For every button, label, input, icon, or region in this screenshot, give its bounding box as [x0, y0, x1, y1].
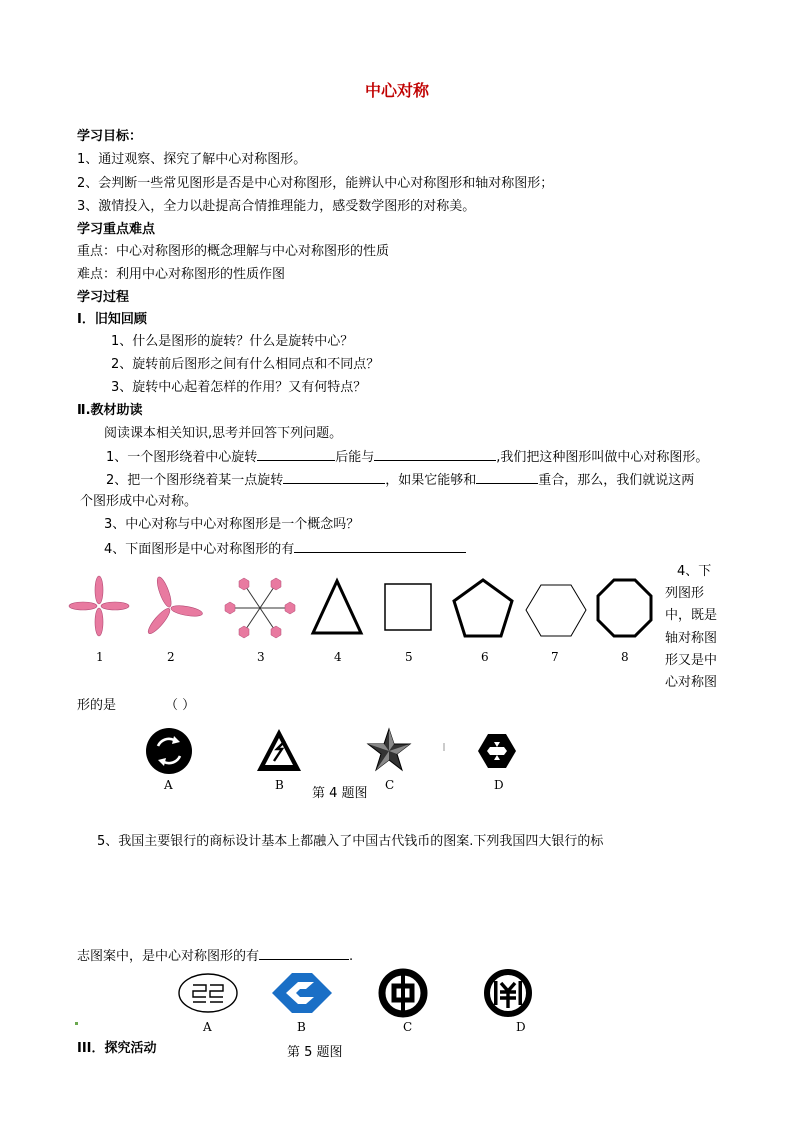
- objective-item: 1、通过观察、探究了解中心对称图形。: [77, 152, 307, 167]
- option-label: D: [494, 778, 504, 792]
- four-petal-figure: [69, 576, 129, 636]
- star-icon: [368, 729, 410, 770]
- option-label: C: [403, 1020, 413, 1034]
- question-5-text-2: 志图案中，是中心对称图形的有: [77, 949, 260, 964]
- figure-row: [0, 570, 660, 650]
- question-4: [104, 539, 466, 559]
- objective-item: 3、激情投入，全力以赴提高合情推理能力，感受数学图形的对称美。: [77, 199, 476, 214]
- question-1-part-a: 1、一个图形绕着中心旋转: [106, 450, 258, 465]
- process-heading: 学习过程: [77, 290, 130, 305]
- q4b-options: [0, 725, 560, 780]
- q4b-line-end: 形的是: [77, 698, 117, 713]
- option-label: A: [203, 1020, 212, 1034]
- figure-caption: 第 4 题图: [312, 786, 368, 801]
- review-item: 1、什么是图形的旋转？什么是旋转中心？: [111, 334, 354, 349]
- figure-caption: 第 5 题图: [287, 1045, 343, 1060]
- q4b-side-line: 心对称图: [665, 675, 718, 690]
- option-label: B: [297, 1020, 306, 1034]
- question-1: [106, 447, 708, 467]
- review-item: 2、旋转前后图形之间有什么相同点和不同点？: [111, 357, 380, 372]
- question-2-part-b: ，如果它能够和: [385, 473, 477, 488]
- option-label: B: [275, 778, 284, 792]
- bank-logo-b-icon: [272, 973, 332, 1013]
- q4b-side-line: 形又是中: [665, 653, 718, 668]
- reading-intro: 阅读课本相关知识,思考并回答下列问题。: [104, 426, 343, 441]
- hexagon-symbol-icon: [478, 734, 516, 768]
- question-5-end: .: [349, 949, 354, 964]
- page-title: 中心对称: [364, 81, 429, 100]
- warning-sign-icon: [257, 729, 301, 771]
- key-point: 重点：中心对称图形的概念理解与中心对称图形的性质: [77, 244, 390, 259]
- question-2-part-d: 个图形成中心对称。: [80, 494, 198, 509]
- objective-item: 2、会判断一些常见图形是否是中心对称图形，能辨认中心对称图形和轴对称图形；: [77, 176, 554, 191]
- six-spoke-figure: [225, 578, 295, 638]
- answer-blank[interactable]: [374, 447, 496, 461]
- question-4-text: 4、下面图形是中心对称图形的有: [104, 542, 295, 557]
- figure-label: 5: [405, 650, 413, 664]
- octagon-figure: [598, 580, 651, 636]
- answer-paren[interactable]: （ ）: [165, 698, 196, 713]
- roundabout-sign-icon: [146, 728, 192, 774]
- question-5-line-2: [77, 946, 353, 966]
- question-2: [106, 470, 694, 490]
- pentagon-figure: [454, 580, 512, 636]
- question-5: 5、我国主要银行的商标设计基本上都融入了中国古代钱币的图案.下列我国四大银行的标: [97, 834, 604, 849]
- hexagon-figure: [526, 585, 586, 636]
- three-blade-figure: [145, 575, 203, 636]
- q4b-side-line: 4、下: [677, 564, 712, 579]
- square-figure: [385, 584, 431, 630]
- option-label: C: [385, 778, 395, 792]
- bank-logo-a-icon: [179, 974, 237, 1012]
- option-label: A: [164, 778, 173, 792]
- bank-logo-c-icon: [382, 972, 424, 1014]
- figure-label: 3: [257, 650, 265, 664]
- question-1-part-c: ,我们把这种图形叫做中心对称图形。: [496, 450, 709, 465]
- question-2-part-c: 重合，那么，我们就说这两: [538, 473, 695, 488]
- q4b-side-line: 中，既是: [665, 608, 718, 623]
- review-item: 3、旋转中心起着怎样的作用？又有何特点？: [111, 380, 367, 395]
- answer-blank[interactable]: [259, 946, 349, 960]
- triangle-figure: [313, 581, 361, 633]
- figure-label: 7: [551, 650, 559, 664]
- answer-blank[interactable]: [294, 539, 466, 553]
- answer-blank[interactable]: [283, 470, 385, 484]
- figure-label: 6: [481, 650, 489, 664]
- key-points-heading: 学习重点难点: [77, 222, 156, 237]
- difficult-point: 难点：利用中心对称图形的性质作图: [77, 267, 286, 282]
- bank-logo-d-icon: [487, 972, 529, 1014]
- answer-blank[interactable]: [476, 470, 538, 484]
- figure-label: 2: [167, 650, 175, 664]
- question-1-part-b: 后能与: [335, 450, 375, 465]
- dot-mark: [75, 1022, 78, 1025]
- figure-label: 4: [334, 650, 342, 664]
- q4b-side-line: 轴对称图: [665, 631, 718, 646]
- figure-label: 8: [621, 650, 629, 664]
- figure-label: 1: [96, 650, 104, 664]
- explore-heading: III．探究活动: [77, 1041, 157, 1056]
- bank-logos: [0, 968, 560, 1018]
- question-2-part-a: 2、把一个图形绕着某一点旋转: [106, 473, 284, 488]
- review-heading: I．旧知回顾: [77, 312, 147, 327]
- reading-heading: Ⅱ.教材助读: [77, 403, 143, 418]
- answer-blank[interactable]: [257, 447, 335, 461]
- objectives-heading: 学习目标：: [77, 129, 143, 144]
- question-3: 3、中心对称与中心对称图形是一个概念吗？: [104, 517, 360, 532]
- q4b-side-line: 列图形: [665, 586, 705, 601]
- option-label: D: [516, 1020, 526, 1034]
